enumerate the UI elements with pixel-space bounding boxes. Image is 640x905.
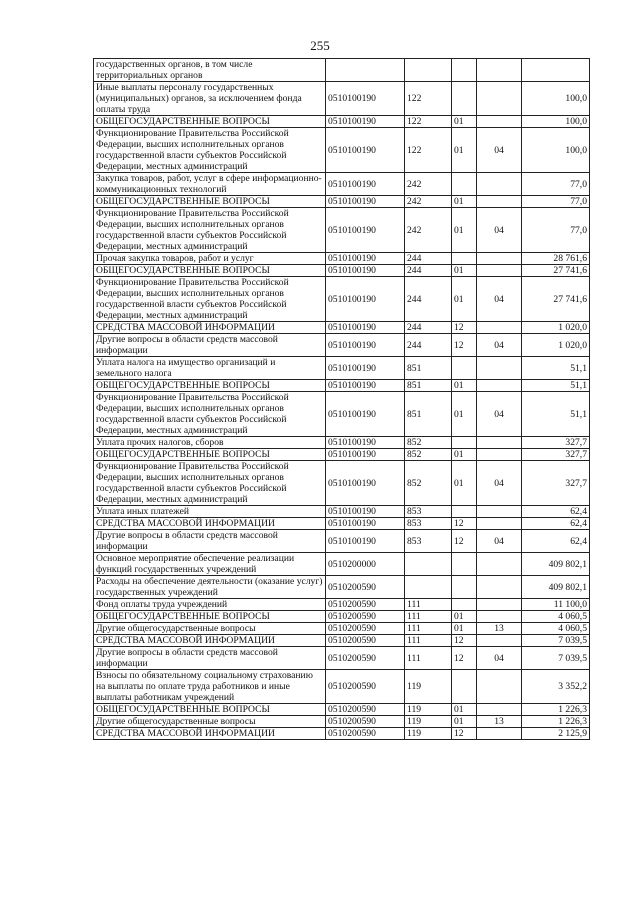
amount-cell: 62,4 <box>522 518 590 530</box>
expense-name-cell: ОБЩЕГОСУДАРСТВЕННЫЕ ВОПРОСЫ <box>94 116 326 128</box>
section-cell: 01 <box>452 449 477 461</box>
section-cell: 01 <box>452 265 477 277</box>
expense-type-cell: 853 <box>405 530 452 553</box>
expense-name-cell: Уплата налога на имущество организаций и земельного налога <box>94 357 326 380</box>
subsection-cell: 04 <box>477 461 522 506</box>
target-article-cell: 0510100190 <box>326 461 405 506</box>
budget-table <box>93 58 590 740</box>
expense-type-cell: 853 <box>405 506 452 518</box>
subsection-cell <box>477 449 522 461</box>
table-row <box>94 506 590 518</box>
target-article-cell: 0510200590 <box>326 704 405 716</box>
expense-type-cell: 244 <box>405 322 452 334</box>
subsection-cell <box>477 322 522 334</box>
table-row <box>94 728 590 740</box>
budget-table-body <box>94 59 590 740</box>
section-cell: 01 <box>452 128 477 173</box>
expense-type-cell: 852 <box>405 461 452 506</box>
target-article-cell: 0510200590 <box>326 716 405 728</box>
amount-cell: 100,0 <box>522 128 590 173</box>
expense-type-cell: 242 <box>405 208 452 253</box>
target-article-cell: 0510100190 <box>326 196 405 208</box>
subsection-cell <box>477 265 522 277</box>
table-row <box>94 208 590 253</box>
amount-cell: 27 741,6 <box>522 265 590 277</box>
expense-type-cell <box>405 553 452 576</box>
expense-name-cell: ОБЩЕГОСУДАРСТВЕННЫЕ ВОПРОСЫ <box>94 380 326 392</box>
subsection-cell <box>477 518 522 530</box>
amount-cell: 77,0 <box>522 208 590 253</box>
table-row <box>94 357 590 380</box>
target-article-cell: 0510100190 <box>326 277 405 322</box>
expense-name-cell: Другие вопросы в области средств массовой информации <box>94 647 326 670</box>
expense-type-cell: 853 <box>405 518 452 530</box>
expense-type-cell: 851 <box>405 357 452 380</box>
section-cell <box>452 506 477 518</box>
subsection-cell: 13 <box>477 623 522 635</box>
section-cell: 01 <box>452 611 477 623</box>
expense-name-cell: Прочая закупка товаров, работ и услуг <box>94 253 326 265</box>
table-row <box>94 461 590 506</box>
amount-cell: 1 020,0 <box>522 322 590 334</box>
target-article-cell: 0510200590 <box>326 670 405 704</box>
amount-cell: 327,7 <box>522 461 590 506</box>
expense-name-cell: СРЕДСТВА МАССОВОЙ ИНФОРМАЦИИ <box>94 518 326 530</box>
amount-cell: 409 802,1 <box>522 553 590 576</box>
amount-cell: 3 352,2 <box>522 670 590 704</box>
subsection-cell <box>477 670 522 704</box>
target-article-cell: 0510100190 <box>326 173 405 196</box>
expense-type-cell <box>405 59 452 82</box>
section-cell: 01 <box>452 208 477 253</box>
subsection-cell <box>477 59 522 82</box>
expense-type-cell: 852 <box>405 449 452 461</box>
target-article-cell: 0510200590 <box>326 728 405 740</box>
section-cell: 01 <box>452 623 477 635</box>
table-row <box>94 576 590 599</box>
expense-name-cell: Фонд оплаты труда учреждений <box>94 599 326 611</box>
target-article-cell: 0510100190 <box>326 530 405 553</box>
section-cell: 01 <box>452 461 477 506</box>
amount-cell: 2 125,9 <box>522 728 590 740</box>
expense-type-cell: 122 <box>405 128 452 173</box>
table-row <box>94 670 590 704</box>
section-cell <box>452 553 477 576</box>
expense-type-cell: 111 <box>405 623 452 635</box>
expense-type-cell: 122 <box>405 82 452 116</box>
target-article-cell: 0510100190 <box>326 357 405 380</box>
expense-name-cell: Взносы по обязательному социальному страхованию на выплаты по оплате труда работников и иные выплаты работникам учреждений <box>94 670 326 704</box>
expense-name-cell: Функционирование Правительства Российской Федерации, высших исполнительных органов государственной власти субъектов Российской Федерации, местных администраций <box>94 208 326 253</box>
amount-cell: 77,0 <box>522 196 590 208</box>
amount-cell: 27 741,6 <box>522 277 590 322</box>
expense-type-cell: 851 <box>405 392 452 437</box>
section-cell: 01 <box>452 277 477 322</box>
table-row <box>94 265 590 277</box>
subsection-cell <box>477 553 522 576</box>
subsection-cell: 04 <box>477 530 522 553</box>
table-row <box>94 716 590 728</box>
expense-name-cell: Иные выплаты персоналу государственных (муниципальных) органов, за исключением фонда оплаты труда <box>94 82 326 116</box>
section-cell: 12 <box>452 728 477 740</box>
expense-type-cell: 111 <box>405 599 452 611</box>
table-row <box>94 82 590 116</box>
section-cell <box>452 173 477 196</box>
table-row <box>94 704 590 716</box>
target-article-cell: 0510200590 <box>326 647 405 670</box>
section-cell <box>452 599 477 611</box>
expense-name-cell: Функционирование Правительства Российской Федерации, высших исполнительных органов государственной власти субъектов Российской Федерации, местных администраций <box>94 277 326 322</box>
expense-name-cell: Другие вопросы в области средств массовой информации <box>94 530 326 553</box>
amount-cell: 100,0 <box>522 82 590 116</box>
target-article-cell <box>326 59 405 82</box>
amount-cell: 100,0 <box>522 116 590 128</box>
expense-name-cell: ОБЩЕГОСУДАРСТВЕННЫЕ ВОПРОСЫ <box>94 449 326 461</box>
target-article-cell: 0510100190 <box>326 392 405 437</box>
expense-name-cell: ОБЩЕГОСУДАРСТВЕННЫЕ ВОПРОСЫ <box>94 196 326 208</box>
expense-name-cell: Другие общегосударственные вопросы <box>94 716 326 728</box>
expense-type-cell: 119 <box>405 670 452 704</box>
section-cell: 01 <box>452 392 477 437</box>
subsection-cell: 04 <box>477 334 522 357</box>
table-row <box>94 59 590 82</box>
target-article-cell: 0510200000 <box>326 553 405 576</box>
table-row <box>94 599 590 611</box>
amount-cell: 7 039,5 <box>522 635 590 647</box>
expense-type-cell: 244 <box>405 253 452 265</box>
target-article-cell: 0510200590 <box>326 635 405 647</box>
expense-type-cell: 244 <box>405 277 452 322</box>
expense-name-cell: Расходы на обеспечение деятельности (оказание услуг) государственных учреждений <box>94 576 326 599</box>
target-article-cell: 0510100190 <box>326 253 405 265</box>
table-row <box>94 173 590 196</box>
target-article-cell: 0510100190 <box>326 82 405 116</box>
subsection-cell <box>477 380 522 392</box>
target-article-cell: 0510200590 <box>326 623 405 635</box>
target-article-cell: 0510100190 <box>326 449 405 461</box>
expense-type-cell: 111 <box>405 635 452 647</box>
expense-name-cell: Уплата иных платежей <box>94 506 326 518</box>
target-article-cell: 0510200590 <box>326 599 405 611</box>
subsection-cell <box>477 506 522 518</box>
expense-type-cell <box>405 576 452 599</box>
table-row <box>94 128 590 173</box>
expense-type-cell: 242 <box>405 196 452 208</box>
expense-type-cell: 119 <box>405 728 452 740</box>
section-cell: 12 <box>452 334 477 357</box>
section-cell: 12 <box>452 322 477 334</box>
subsection-cell <box>477 635 522 647</box>
amount-cell: 28 761,6 <box>522 253 590 265</box>
section-cell <box>452 253 477 265</box>
table-row <box>94 277 590 322</box>
target-article-cell: 0510100190 <box>326 518 405 530</box>
expense-type-cell: 851 <box>405 380 452 392</box>
subsection-cell <box>477 599 522 611</box>
target-article-cell: 0510100190 <box>326 437 405 449</box>
amount-cell: 51,1 <box>522 357 590 380</box>
expense-type-cell: 244 <box>405 334 452 357</box>
subsection-cell: 04 <box>477 277 522 322</box>
amount-cell: 51,1 <box>522 392 590 437</box>
subsection-cell: 04 <box>477 128 522 173</box>
target-article-cell: 0510100190 <box>326 334 405 357</box>
table-row <box>94 253 590 265</box>
table-row <box>94 635 590 647</box>
page-number: 255 <box>310 38 330 53</box>
expense-type-cell: 119 <box>405 716 452 728</box>
target-article-cell: 0510100190 <box>326 128 405 173</box>
subsection-cell <box>477 704 522 716</box>
amount-cell: 327,7 <box>522 437 590 449</box>
section-cell: 12 <box>452 518 477 530</box>
section-cell: 01 <box>452 116 477 128</box>
section-cell <box>452 59 477 82</box>
expense-name-cell: Функционирование Правительства Российской Федерации, высших исполнительных органов государственной власти субъектов Российской Федерации, местных администраций <box>94 461 326 506</box>
table-row <box>94 380 590 392</box>
table-row <box>94 196 590 208</box>
table-row <box>94 553 590 576</box>
expense-type-cell: 852 <box>405 437 452 449</box>
amount-cell <box>522 59 590 82</box>
target-article-cell: 0510100190 <box>326 322 405 334</box>
expense-name-cell: Закупка товаров, работ, услуг в сфере информационно-коммуникационных технологий <box>94 173 326 196</box>
expense-name-cell: ОБЩЕГОСУДАРСТВЕННЫЕ ВОПРОСЫ <box>94 611 326 623</box>
amount-cell: 62,4 <box>522 530 590 553</box>
section-cell: 01 <box>452 196 477 208</box>
amount-cell: 4 060,5 <box>522 611 590 623</box>
expense-name-cell: Уплата прочих налогов, сборов <box>94 437 326 449</box>
table-row <box>94 334 590 357</box>
expense-type-cell: 119 <box>405 704 452 716</box>
section-cell <box>452 576 477 599</box>
section-cell <box>452 82 477 116</box>
target-article-cell: 0510100190 <box>326 265 405 277</box>
section-cell <box>452 437 477 449</box>
table-row <box>94 530 590 553</box>
section-cell: 01 <box>452 704 477 716</box>
expense-name-cell: ОБЩЕГОСУДАРСТВЕННЫЕ ВОПРОСЫ <box>94 704 326 716</box>
expense-type-cell: 122 <box>405 116 452 128</box>
amount-cell: 11 100,0 <box>522 599 590 611</box>
amount-cell: 62,4 <box>522 506 590 518</box>
section-cell: 12 <box>452 635 477 647</box>
subsection-cell <box>477 196 522 208</box>
expense-name-cell: СРЕДСТВА МАССОВОЙ ИНФОРМАЦИИ <box>94 635 326 647</box>
expense-name-cell: государственных органов, в том числе территориальных органов <box>94 59 326 82</box>
expense-name-cell: Другие вопросы в области средств массовой информации <box>94 334 326 357</box>
target-article-cell: 0510100190 <box>326 208 405 253</box>
table-row <box>94 392 590 437</box>
amount-cell: 77,0 <box>522 173 590 196</box>
table-row <box>94 437 590 449</box>
target-article-cell: 0510100190 <box>326 380 405 392</box>
subsection-cell: 13 <box>477 716 522 728</box>
table-row <box>94 647 590 670</box>
expense-name-cell: Функционирование Правительства Российской Федерации, высших исполнительных органов государственной власти субъектов Российской Федерации, местных администраций <box>94 128 326 173</box>
amount-cell: 51,1 <box>522 380 590 392</box>
section-cell: 01 <box>452 380 477 392</box>
amount-cell: 7 039,5 <box>522 647 590 670</box>
amount-cell: 4 060,5 <box>522 623 590 635</box>
expense-name-cell: Функционирование Правительства Российской Федерации, высших исполнительных органов государственной власти субъектов Российской Федерации, местных администраций <box>94 392 326 437</box>
target-article-cell: 0510100190 <box>326 116 405 128</box>
target-article-cell: 0510100190 <box>326 506 405 518</box>
expense-name-cell: ОБЩЕГОСУДАРСТВЕННЫЕ ВОПРОСЫ <box>94 265 326 277</box>
amount-cell: 1 020,0 <box>522 334 590 357</box>
target-article-cell: 0510200590 <box>326 611 405 623</box>
amount-cell: 327,7 <box>522 449 590 461</box>
expense-name-cell: СРЕДСТВА МАССОВОЙ ИНФОРМАЦИИ <box>94 322 326 334</box>
amount-cell: 1 226,3 <box>522 704 590 716</box>
subsection-cell <box>477 82 522 116</box>
subsection-cell <box>477 173 522 196</box>
subsection-cell <box>477 728 522 740</box>
section-cell <box>452 357 477 380</box>
table-row <box>94 623 590 635</box>
section-cell: 01 <box>452 716 477 728</box>
table-row <box>94 116 590 128</box>
expense-type-cell: 242 <box>405 173 452 196</box>
expense-type-cell: 111 <box>405 647 452 670</box>
amount-cell: 1 226,3 <box>522 716 590 728</box>
subsection-cell: 04 <box>477 208 522 253</box>
expense-name-cell: Другие общегосударственные вопросы <box>94 623 326 635</box>
subsection-cell: 04 <box>477 392 522 437</box>
section-cell <box>452 670 477 704</box>
subsection-cell <box>477 357 522 380</box>
section-cell: 12 <box>452 647 477 670</box>
expense-name-cell: СРЕДСТВА МАССОВОЙ ИНФОРМАЦИИ <box>94 728 326 740</box>
subsection-cell <box>477 116 522 128</box>
target-article-cell: 0510200590 <box>326 576 405 599</box>
expense-type-cell: 244 <box>405 265 452 277</box>
expense-type-cell: 111 <box>405 611 452 623</box>
subsection-cell: 04 <box>477 647 522 670</box>
table-row <box>94 611 590 623</box>
subsection-cell <box>477 576 522 599</box>
subsection-cell <box>477 253 522 265</box>
subsection-cell <box>477 611 522 623</box>
amount-cell: 409 802,1 <box>522 576 590 599</box>
table-row <box>94 322 590 334</box>
section-cell: 12 <box>452 530 477 553</box>
table-row <box>94 449 590 461</box>
table-row <box>94 518 590 530</box>
expense-name-cell: Основное мероприятие обеспечение реализации функций государственных учреждений <box>94 553 326 576</box>
subsection-cell <box>477 437 522 449</box>
